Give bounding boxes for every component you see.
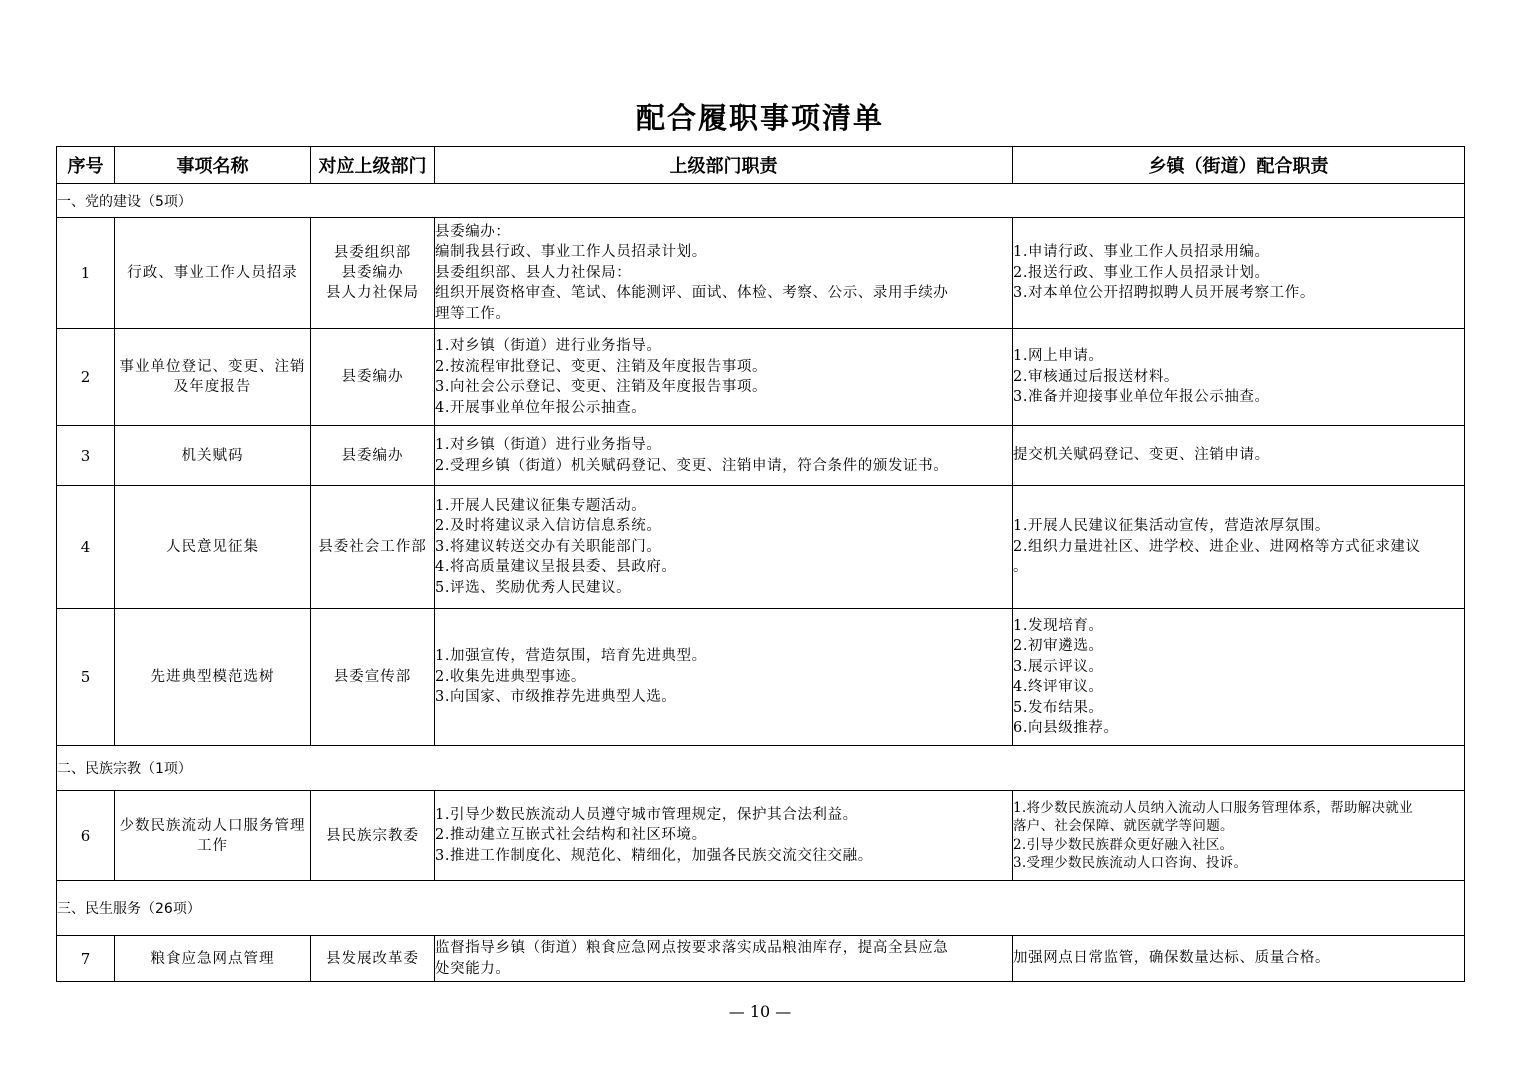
section-row	[57, 184, 1465, 218]
row-number: 4	[57, 486, 115, 609]
section-title: 三、民生服务（26项）	[57, 881, 1465, 936]
upper-duty-line: 2.按流程审批登记、变更、注销及年度报告事项。	[435, 358, 768, 375]
upper-duty-line: 2.受理乡镇（街道）机关赋码登记、变更、注销申请，符合条件的颁发证书。	[435, 457, 949, 474]
section-title: 一、党的建设（5项）	[57, 184, 1465, 218]
dept-name: 县委编办	[341, 265, 404, 281]
item-name: 行政、事业工作人员招录	[115, 218, 311, 329]
table-row	[57, 218, 1465, 329]
upper-duty-line: 监督指导乡镇（街道）粮食应急网点按要求落实成品粮油库存，提高全县应急	[435, 940, 949, 956]
upper-duty-line: 2.及时将建议录入信访信息系统。	[435, 518, 662, 535]
page-number: — 10 —	[728, 1002, 792, 1021]
row-number: 3	[57, 426, 115, 486]
item-name: 事业单位登记、变更、注销及年度报告	[115, 329, 311, 426]
upper-duty-line: 县委组织部、县人力社保局：	[435, 264, 632, 281]
row-number: 7	[57, 936, 115, 982]
town-duty-cell	[1013, 329, 1465, 426]
item-name: 人民意见征集	[115, 486, 311, 609]
dept-cell	[311, 426, 435, 486]
header-dept: 对应上级部门	[311, 147, 435, 184]
town-duty-line: 1.开展人民建议征集活动宣传，营造浓厚氛围。	[1013, 518, 1331, 535]
town-duty-line: 1.申请行政、事业工作人员招录用编。	[1013, 244, 1270, 261]
upper-duty-line: 2.推动建立互嵌式社会结构和社区环境。	[435, 827, 707, 844]
town-duty-cell	[1013, 936, 1465, 982]
upper-duty-cell	[435, 218, 1013, 329]
table-row	[57, 486, 1465, 609]
town-duty-line: 5.发布结果。	[1013, 699, 1104, 716]
upper-duty-cell	[435, 329, 1013, 426]
header-upper-duty: 上级部门职责	[435, 147, 1013, 184]
town-duty-line: 6.向县级推荐。	[1013, 720, 1119, 736]
upper-duty-line: 1.对乡镇（街道）进行业务指导。	[435, 338, 662, 354]
table-header-row	[57, 147, 1465, 184]
section-row	[57, 881, 1465, 936]
dept-name: 县委组织部	[333, 245, 412, 261]
upper-duty-line: 1.引导少数民族流动人员遵守城市管理规定，保护其合法利益。	[435, 806, 858, 823]
dept-name: 县委编办	[341, 447, 404, 464]
upper-duty-line: 3.向社会公示登记、变更、注销及年度报告事项。	[435, 379, 768, 395]
town-duty-line: 1.将少数民族流动人员纳入流动人口服务管理体系，帮助解决就业	[1013, 799, 1413, 816]
dept-cell	[311, 609, 435, 746]
upper-duty-line: 5.评选、奖励优秀人民建议。	[435, 579, 632, 596]
row-number: 1	[57, 218, 115, 329]
dept-cell	[311, 791, 435, 881]
town-duty-line: 2.初审遴选。	[1013, 638, 1104, 654]
upper-duty-line: 2.收集先进典型事迹。	[435, 668, 586, 685]
item-name: 机关赋码	[115, 426, 311, 486]
upper-duty-line: 组织开展资格审查、笔试、体能测评、面试、体检、考察、公示、录用手续办	[435, 285, 949, 302]
row-number: 5	[57, 609, 115, 746]
item-name: 粮食应急网点管理	[115, 936, 311, 982]
town-duty-cell	[1013, 486, 1465, 609]
item-name: 少数民族流动人口服务管理工作	[115, 791, 311, 881]
town-duty-line: 2.报送行政、事业工作人员招录计划。	[1013, 264, 1270, 281]
page-title: 配合履职事项清单	[635, 101, 884, 135]
upper-duty-line: 4.开展事业单位年报公示抽查。	[435, 399, 647, 416]
upper-duty-cell	[435, 426, 1013, 486]
table-row	[57, 609, 1465, 746]
town-duty-cell	[1013, 609, 1465, 746]
town-duty-line: 4.终评审议。	[1013, 679, 1104, 695]
section-title: 二、民族宗教（1项）	[57, 746, 1465, 791]
upper-duty-line: 1.加强宣传，营造氛围，培育先进典型。	[435, 648, 707, 665]
town-duty-line: 3.对本单位公开招聘拟聘人员开展考察工作。	[1013, 285, 1315, 302]
upper-duty-line: 处突能力。	[435, 960, 511, 977]
table-row	[57, 791, 1465, 881]
dept-cell	[311, 486, 435, 609]
town-duty-line: 2.组织力量进社区、进学校、进企业、进网格等方式征求建议	[1013, 538, 1421, 555]
header-no: 序号	[57, 147, 115, 184]
town-duty-line: 1.发现培育。	[1013, 617, 1104, 634]
upper-duty-line: 编制我县行政、事业工作人员招录计划。	[435, 244, 707, 261]
town-duty-line: 提交机关赋码登记、变更、注销申请。	[1013, 447, 1270, 464]
row-number: 6	[57, 791, 115, 881]
upper-duty-cell	[435, 936, 1013, 982]
town-duty-line: 2.审核通过后报送材料。	[1013, 368, 1180, 385]
town-duty-line: 3.受理少数民族流动人口咨询、投诉。	[1013, 855, 1248, 871]
upper-duty-line: 3.推进工作制度化、规范化、精细化，加强各民族交流交往交融。	[435, 847, 873, 864]
town-duty-line: 落户、社会保障、就医就学等问题。	[1013, 818, 1234, 834]
town-duty-line: 2.引导少数民族群众更好融入社区。	[1013, 836, 1234, 853]
table-row	[57, 426, 1465, 486]
upper-duty-cell	[435, 486, 1013, 609]
town-duty-cell	[1013, 218, 1465, 329]
upper-duty-line: 县委编办：	[435, 223, 511, 240]
upper-duty-line: 1.开展人民建议征集专题活动。	[435, 497, 647, 514]
upper-duty-line: 理等工作。	[435, 305, 511, 322]
table-row	[57, 936, 1465, 982]
upper-duty-line: 3.将建议转送交办有关职能部门。	[435, 538, 662, 555]
dept-cell	[311, 329, 435, 426]
upper-duty-line: 1.对乡镇（街道）进行业务指导。	[435, 437, 662, 453]
row-number: 2	[57, 329, 115, 426]
section-row	[57, 746, 1465, 791]
upper-duty-line: 3.向国家、市级推荐先进典型人选。	[435, 689, 677, 706]
town-duty-line: 3.准备并迎接事业单位年报公示抽查。	[1013, 389, 1270, 406]
town-duty-cell	[1013, 791, 1465, 881]
dept-name: 县委宣传部	[333, 669, 412, 685]
dept-name: 县委编办	[341, 369, 404, 385]
town-duty-line: 。	[1013, 559, 1029, 576]
dept-cell	[311, 936, 435, 982]
dept-name: 县委社会工作部	[318, 539, 427, 555]
town-duty-line: 3.展示评议。	[1013, 658, 1104, 675]
town-duty-cell	[1013, 426, 1465, 486]
upper-duty-cell	[435, 791, 1013, 881]
item-name: 先进典型模范选树	[115, 609, 311, 746]
town-duty-line: 加强网点日常监管，确保数量达标、质量合格。	[1013, 950, 1331, 967]
dept-cell	[311, 218, 435, 329]
dept-name: 县民族宗教委	[326, 827, 419, 844]
upper-duty-line: 4.将高质量建议呈报县委、县政府。	[435, 559, 677, 576]
dept-name: 县发展改革委	[326, 950, 419, 967]
duty-table	[56, 146, 1465, 982]
town-duty-line: 1.网上申请。	[1013, 348, 1104, 365]
header-item-name: 事项名称	[115, 147, 311, 184]
upper-duty-cell	[435, 609, 1013, 746]
header-town-duty: 乡镇（街道）配合职责	[1013, 147, 1465, 184]
dept-name: 县人力社保局	[326, 285, 419, 301]
table-row	[57, 329, 1465, 426]
